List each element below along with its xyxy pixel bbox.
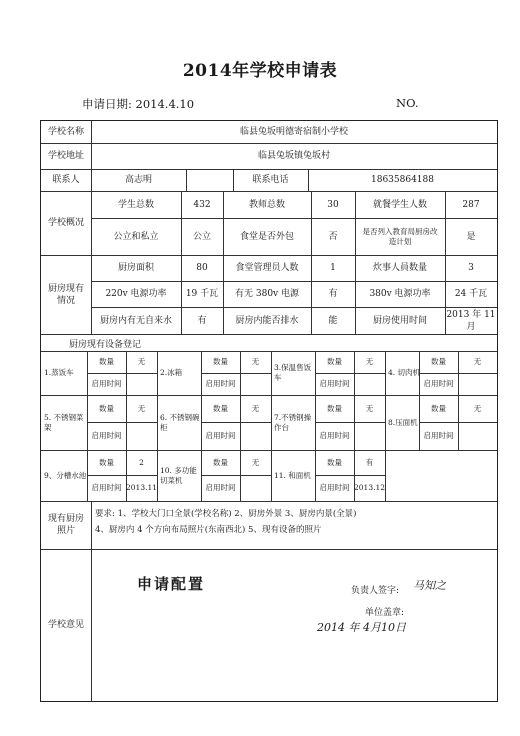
equipment-time bbox=[126, 422, 157, 450]
row-divider bbox=[41, 549, 497, 550]
address-label: 学校地址 bbox=[47, 151, 84, 161]
equipment-name: 8.压面机 bbox=[388, 417, 418, 427]
equipment-qty: 无 bbox=[251, 457, 260, 467]
qty-label: 数量 bbox=[431, 403, 446, 413]
time-label: 启用时间 bbox=[205, 483, 236, 492]
students-value: 432 bbox=[193, 199, 211, 210]
power-380-label: 380v 电源功率 bbox=[369, 289, 431, 299]
equipment-time bbox=[126, 373, 157, 395]
power-220-label: 220v 电源功率 bbox=[105, 289, 167, 299]
tap-water-value: 有 bbox=[197, 315, 207, 326]
phone-value: 18635864188 bbox=[371, 175, 434, 185]
time-label: 启用时间 bbox=[91, 483, 122, 492]
equipment-qty: 2 bbox=[139, 457, 144, 467]
outsourced-value: 否 bbox=[328, 231, 338, 242]
equipment-time bbox=[354, 373, 385, 395]
time-label: 启用时间 bbox=[319, 379, 350, 388]
cooks-value: 3 bbox=[468, 263, 474, 273]
equipment-time bbox=[354, 422, 385, 450]
equipment-section-label: 厨房现有设备登记 bbox=[69, 340, 142, 350]
tap-water-label: 厨房内有无自来水 bbox=[99, 315, 172, 326]
photos-label: 现有厨房照片 bbox=[47, 514, 84, 536]
form-number-label: NO. bbox=[396, 96, 419, 110]
equipment-name: 10. 多功能切菜机 bbox=[160, 465, 197, 485]
qty-label: 数量 bbox=[327, 357, 342, 366]
phone-label: 联系电话 bbox=[252, 175, 289, 185]
opinion-date: 2014 年 4月10日 bbox=[317, 621, 406, 634]
signature: 马知之 bbox=[413, 579, 446, 592]
qty-label: 数量 bbox=[213, 403, 228, 413]
time-label: 启用时间 bbox=[205, 431, 236, 440]
ownership-label: 公立和私立 bbox=[113, 231, 159, 242]
equipment-qty: 无 bbox=[251, 357, 260, 366]
equipment-qty: 无 bbox=[137, 403, 146, 413]
address-value: 临县兔坂镇兔坂村 bbox=[257, 151, 330, 161]
contact-label: 联系人 bbox=[52, 175, 80, 185]
students-label: 学生总数 bbox=[117, 199, 154, 210]
equipment-name: 11. 和面机 bbox=[274, 470, 311, 480]
has-380-value: 有 bbox=[328, 289, 338, 299]
time-label: 启用时间 bbox=[423, 431, 454, 440]
equipment-qty: 无 bbox=[137, 357, 146, 366]
renovation-plan-value: 是 bbox=[466, 231, 476, 242]
equipment-name: 9、分槽水池 bbox=[44, 470, 87, 480]
equipment-qty: 无 bbox=[473, 403, 482, 413]
equipment-qty: 无 bbox=[251, 403, 260, 413]
managers-label: 食堂管理员人数 bbox=[235, 263, 299, 273]
photo-requirement-line-2: 4、厨房内 4 个方向布局照片(东南西北) 5、现有设备的照片 bbox=[95, 525, 322, 535]
power-380-value: 24 千瓦 bbox=[454, 289, 488, 299]
equipment-time bbox=[240, 373, 271, 395]
col-divider bbox=[91, 501, 92, 549]
school-name-label: 学校名称 bbox=[47, 127, 84, 137]
kitchen-label: 厨房现有情况 bbox=[47, 283, 84, 306]
teachers-label: 教师总数 bbox=[248, 199, 285, 210]
equipment-time bbox=[458, 422, 497, 450]
drainage-value: 能 bbox=[328, 315, 338, 326]
time-label: 启用时间 bbox=[205, 379, 236, 388]
equipment-time bbox=[240, 422, 271, 450]
qty-label: 数量 bbox=[99, 403, 114, 413]
diners-label: 就餐学生人数 bbox=[372, 199, 427, 210]
equipment-qty: 无 bbox=[365, 403, 374, 413]
page-title: 2014年学校申请表 bbox=[182, 61, 338, 81]
renovation-plan-label: 是否列入教育局厨房改造计划 bbox=[362, 226, 438, 246]
row-divider bbox=[41, 334, 497, 335]
opinion-label: 学校意见 bbox=[47, 620, 84, 630]
equipment-time: 2013.11 bbox=[126, 483, 157, 492]
equipment-name: 7.不锈钢操作台 bbox=[274, 412, 312, 432]
equipment-time: 2013.12 bbox=[354, 483, 385, 492]
equipment-qty: 有 bbox=[365, 457, 374, 467]
seal-label: 单位盖章: bbox=[365, 608, 405, 618]
teachers-value: 30 bbox=[327, 199, 339, 210]
col-divider bbox=[186, 169, 187, 191]
equipment-name: 1.蒸饭车 bbox=[44, 368, 74, 377]
apply-date: 申请日期: 2014.4.10 bbox=[82, 97, 195, 111]
signature-label: 负责人签字: bbox=[351, 586, 400, 596]
kitchen-area-value: 80 bbox=[196, 263, 208, 273]
photo-requirement-line-1: 要求: 1、学校大门口全景(学校名称) 2、厨房外景 3、厨房内景(全景) bbox=[95, 509, 357, 519]
equipment-name: 6. 不锈钢碗柜 bbox=[160, 412, 200, 432]
school-name-value: 临县兔坂明德寄宿制小学校 bbox=[239, 127, 348, 137]
equipment-name: 3.保温售饭车 bbox=[274, 363, 312, 382]
time-label: 启用时间 bbox=[91, 431, 122, 440]
equipment-qty: 无 bbox=[473, 357, 482, 366]
cooks-label: 炊事人員数量 bbox=[372, 263, 427, 273]
kitchen-area-label: 厨房面积 bbox=[117, 263, 154, 273]
col-divider bbox=[91, 549, 92, 701]
contact-value: 高志明 bbox=[124, 175, 152, 185]
time-label: 启用时间 bbox=[91, 379, 122, 388]
qty-label: 数量 bbox=[99, 357, 114, 366]
equipment-name: 2.冰箱 bbox=[160, 368, 183, 377]
qty-label: 数量 bbox=[99, 457, 114, 467]
qty-label: 数量 bbox=[327, 403, 342, 413]
qty-label: 数量 bbox=[431, 357, 446, 366]
qty-label: 数量 bbox=[327, 457, 342, 467]
kitchen-since-value: 2013 年 11 月 bbox=[446, 309, 496, 332]
row-divider bbox=[41, 501, 497, 502]
qty-label: 数量 bbox=[213, 357, 228, 366]
time-label: 启用时间 bbox=[319, 431, 350, 440]
outsourced-label: 食堂是否外包 bbox=[239, 231, 294, 242]
time-label: 启用时间 bbox=[319, 483, 350, 492]
ownership-value: 公立 bbox=[192, 231, 211, 242]
equipment-name: 4. 切肉机 bbox=[388, 368, 421, 377]
equipment-qty: 无 bbox=[365, 357, 374, 366]
application-form bbox=[40, 120, 498, 702]
equipment-time bbox=[458, 373, 497, 395]
qty-label: 数量 bbox=[213, 457, 228, 467]
overview-label: 学校概况 bbox=[47, 218, 84, 228]
diners-value: 287 bbox=[462, 199, 480, 210]
time-label: 启用时间 bbox=[423, 379, 454, 388]
equipment-name: 5. 不锈钢菜架 bbox=[44, 412, 84, 432]
power-220-value: 19 千瓦 bbox=[185, 289, 219, 299]
managers-value: 1 bbox=[330, 263, 336, 273]
drainage-label: 厨房内能否排水 bbox=[235, 315, 299, 326]
opinion-text: 申请配置 bbox=[137, 575, 206, 593]
has-380-label: 有无 380v 电源 bbox=[235, 289, 299, 299]
kitchen-since-label: 厨房使用时间 bbox=[372, 315, 427, 326]
equipment-time bbox=[240, 475, 271, 501]
